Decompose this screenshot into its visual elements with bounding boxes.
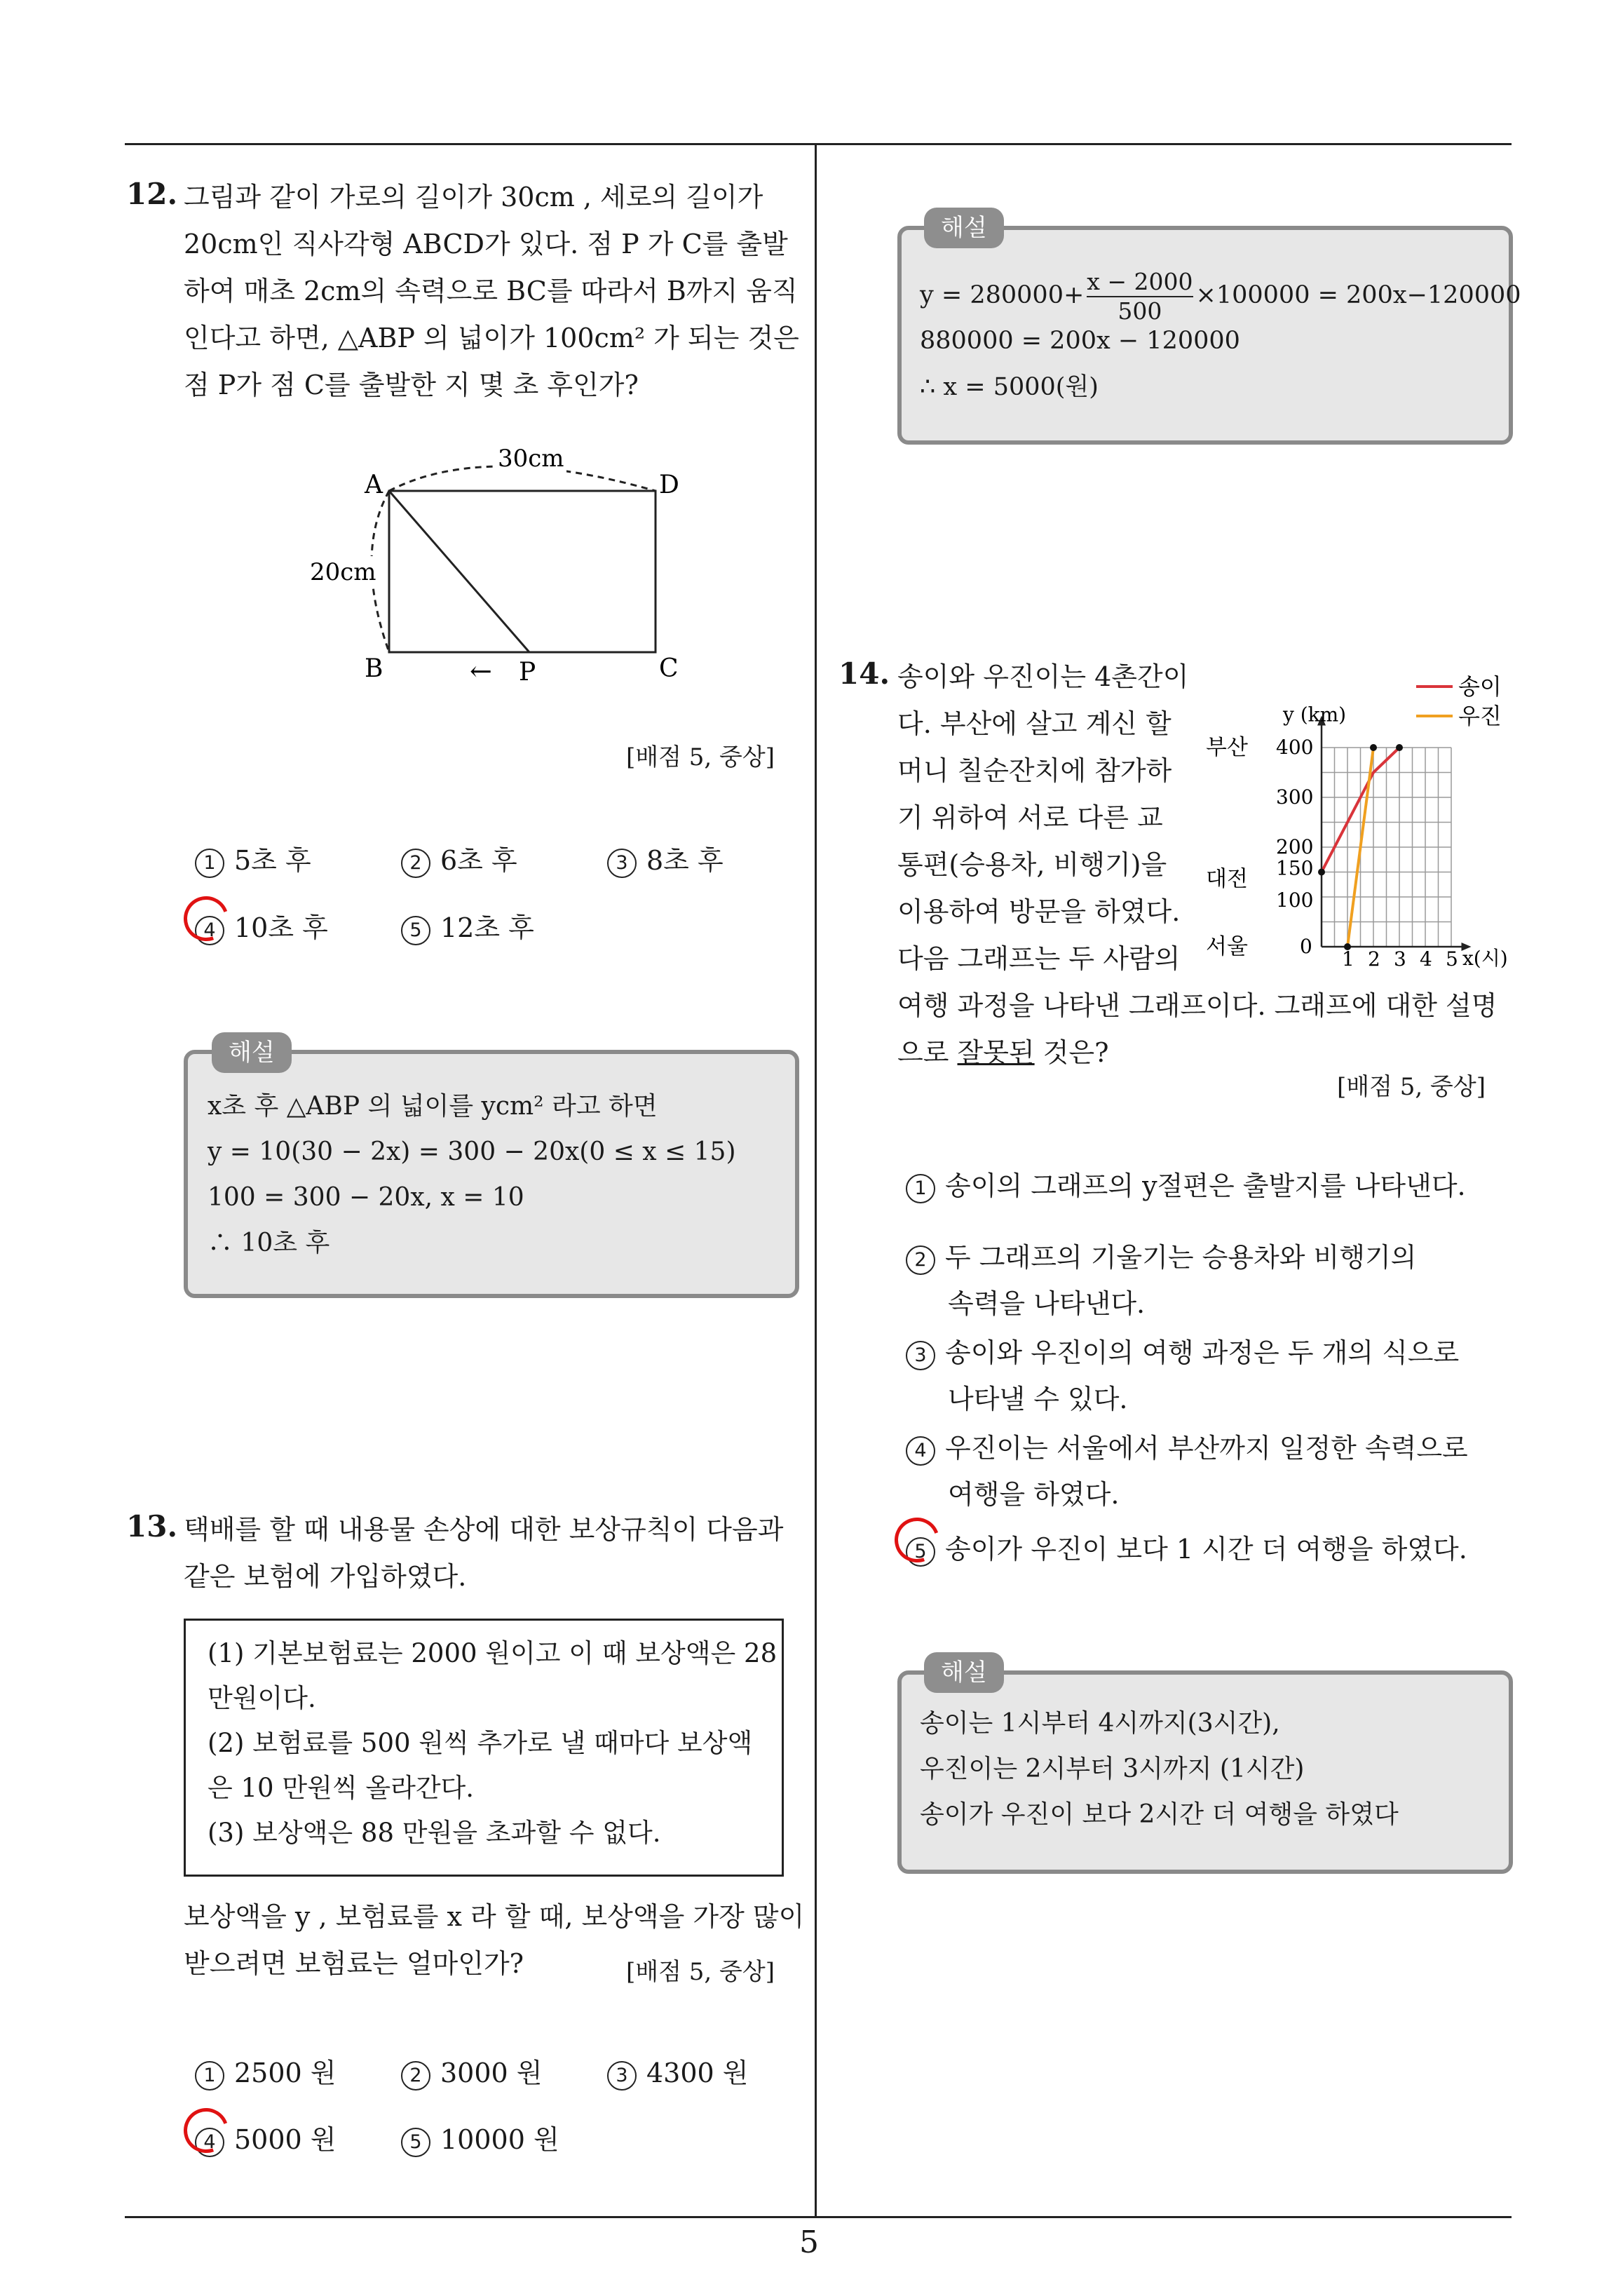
solution-tag: 해설 xyxy=(924,1652,1004,1693)
y-axis-label: y (km) xyxy=(1283,703,1347,727)
text-line: 그림과 같이 가로의 길이가 30cm , 세로의 길이가 xyxy=(184,182,763,212)
data-point xyxy=(1318,869,1325,876)
solution-line: 송이는 1시부터 4시까지(3시간), xyxy=(920,1709,1280,1738)
text-line: 송이와 우진이는 4촌간이 xyxy=(897,661,1189,692)
choice-text: 송이가 우진이 보다 1 시간 더 여행을 하였다. xyxy=(945,1534,1467,1565)
choice-text: 속력을 나타낸다. xyxy=(948,1288,1146,1319)
segment-ap xyxy=(389,491,529,652)
legend-label: 송이 xyxy=(1458,673,1502,700)
solution-line: 송이가 우진이 보다 2시간 더 여행을 하였다 xyxy=(920,1800,1399,1829)
solution-line: ∴ 10초 후 xyxy=(208,1229,330,1257)
score-label: [배점 5, 중상] xyxy=(626,743,775,771)
question-number: 14. xyxy=(838,656,890,691)
width-label: 30cm xyxy=(498,445,564,473)
city-label: 부산 xyxy=(1206,735,1248,760)
choice-3[interactable] xyxy=(607,839,724,878)
text-line: 이용하여 방문을 하였다. xyxy=(897,896,1181,927)
choice-5[interactable] xyxy=(906,1527,1467,1567)
x-tick-label: 5 xyxy=(1446,947,1458,971)
choice-text: 12초 후 xyxy=(440,912,534,943)
choice-text: 6초 후 xyxy=(440,845,517,876)
rules-text xyxy=(208,1631,777,1856)
y-tick-label: 200 xyxy=(1276,835,1314,858)
solution-line: 우진이는 2시부터 3시까지 (1시간) xyxy=(920,1755,1305,1783)
text-line: 다음 그래프는 두 사람의 xyxy=(897,943,1181,974)
choice-2[interactable] xyxy=(906,1234,1416,1327)
choice-text: 2500 원 xyxy=(234,2058,337,2088)
choice-5[interactable] xyxy=(401,906,534,945)
chart-labels xyxy=(1206,703,1508,971)
choice-4[interactable] xyxy=(906,1425,1468,1518)
data-point xyxy=(1370,744,1377,751)
choice-1[interactable] xyxy=(195,839,311,878)
travel-chart xyxy=(1206,663,1514,971)
question-number: 12. xyxy=(126,177,178,211)
formula-suffix: ×100000 = 200x−120000 xyxy=(1195,281,1521,309)
x-tick-label: 4 xyxy=(1420,947,1432,971)
column-divider xyxy=(815,143,817,2217)
choice-text: 송이의 그래프의 y절편은 출발지를 나타낸다. xyxy=(945,1170,1466,1201)
top-rule xyxy=(125,143,1512,145)
rule-line: (1) 기본보험료는 2000 원이고 이 때 보상액은 28 xyxy=(208,1638,777,1668)
text-fragment: 것은? xyxy=(1034,1037,1109,1068)
choice-3[interactable] xyxy=(607,2051,749,2091)
label-b: B xyxy=(365,654,383,683)
label-d: D xyxy=(659,471,679,499)
choice-number: 5 xyxy=(401,2128,430,2157)
text-line: 다. 부산에 살고 계신 할 xyxy=(897,708,1172,739)
choice-text: 5000 원 xyxy=(234,2124,337,2155)
choice-number: 1 xyxy=(195,849,224,878)
rectangle-figure xyxy=(294,431,701,691)
text-line: 인다고 하면, △ABP 의 넓이가 100cm² 가 되는 것은 xyxy=(184,323,799,353)
choice-text: 여행을 하였다. xyxy=(948,1479,1120,1510)
choice-text: 3000 원 xyxy=(440,2058,543,2088)
text-line: 통편(승용차, 비행기)을 xyxy=(897,849,1167,880)
chart-grid xyxy=(1322,748,1451,947)
choice-number: 1 xyxy=(195,2061,224,2091)
label-c: C xyxy=(659,654,679,683)
choice-number: 3 xyxy=(607,849,637,878)
x-tick-label: 2 xyxy=(1368,947,1380,971)
fraction-numerator: x − 2000 xyxy=(1087,267,1193,295)
solution-line: y = 10(30 − 2x) = 300 − 20x(0 ≤ x ≤ 15) xyxy=(208,1137,736,1166)
text-line: 여행 과정을 나타낸 그래프이다. 그래프에 대한 설명 xyxy=(897,990,1498,1021)
page-number: 5 xyxy=(799,2224,819,2260)
choice-1[interactable] xyxy=(195,2051,337,2091)
score-label: [배점 5, 중상] xyxy=(626,1958,775,1986)
choice-text: 5초 후 xyxy=(234,845,311,876)
y-tick-label: 300 xyxy=(1276,785,1314,809)
fraction-denominator: 500 xyxy=(1087,296,1193,325)
choice-2[interactable] xyxy=(401,839,517,878)
rule-line: (2) 보험료를 500 원씩 추가로 낼 때마다 보상액 xyxy=(208,1728,753,1758)
underlined-word: 잘못된 xyxy=(957,1037,1035,1068)
data-point xyxy=(1396,744,1403,751)
solution-line: 880000 = 200x − 120000 xyxy=(920,327,1240,355)
bottom-rule xyxy=(125,2216,1512,2218)
solution-tag: 해설 xyxy=(212,1032,292,1073)
question-text xyxy=(184,174,799,409)
choice-number: 4 xyxy=(195,916,224,945)
rule-line: 은 10 만원씩 올라간다. xyxy=(208,1773,475,1803)
question-number: 13. xyxy=(126,1509,178,1544)
choice-text: 10000 원 xyxy=(440,2124,559,2155)
x-axis-label: x(시) xyxy=(1462,947,1508,970)
solution-line xyxy=(920,264,1521,327)
text-line: 머니 칠순잔치에 참가하 xyxy=(897,755,1172,786)
y-tick-label: 0 xyxy=(1300,935,1312,958)
choice-text: 8초 후 xyxy=(646,845,724,876)
label-a: A xyxy=(365,471,383,499)
question-text xyxy=(184,1506,783,1600)
text-line: 받으려면 보험료는 얼마인가? xyxy=(184,1948,524,1979)
choice-text: 두 그래프의 기울기는 승용차와 비행기의 xyxy=(945,1242,1417,1273)
text-line: 점 P가 점 C를 출발한 지 몇 초 후인가? xyxy=(184,370,639,400)
y-tick-label: 150 xyxy=(1276,856,1314,880)
rectangle-abcd xyxy=(389,491,656,652)
chart-legend xyxy=(1416,673,1502,729)
city-label: 서울 xyxy=(1206,934,1248,959)
height-label: 20cm xyxy=(310,558,376,586)
solution-line: x초 후 △ABP 의 넓이를 ycm² 라고 하면 xyxy=(208,1092,658,1121)
score-label: [배점 5, 중상] xyxy=(1337,1073,1486,1101)
city-label: 대전 xyxy=(1206,866,1248,892)
label-p: P xyxy=(519,658,536,687)
text-line: 택배를 할 때 내용물 손상에 대한 보상규칙이 다음과 xyxy=(184,1514,784,1545)
text-fragment: 으로 xyxy=(897,1037,958,1068)
choice-number: 2 xyxy=(401,849,430,878)
text-line: 보상액을 y , 보험료를 x 라 할 때, 보상액을 가장 많이 xyxy=(184,1901,805,1932)
solution-tag: 해설 xyxy=(924,208,1004,248)
choice-number: 2 xyxy=(906,1245,935,1275)
text-line: 20cm인 직사각형 ABCD가 있다. 점 P 가 C를 출발 xyxy=(184,229,788,259)
x-tick-label: 3 xyxy=(1394,947,1406,971)
y-tick-label: 100 xyxy=(1276,889,1314,912)
text-line: 하여 매초 2cm의 속력으로 BC를 따라서 B까지 움직 xyxy=(184,276,798,306)
solution-line: ∴ x = 5000(원) xyxy=(920,373,1099,401)
x-tick-label: 1 xyxy=(1342,947,1354,971)
choice-text: 송이와 우진이의 여행 과정은 두 개의 식으로 xyxy=(945,1337,1460,1368)
rule-line: (3) 보상액은 88 만원을 초과할 수 없다. xyxy=(208,1818,661,1848)
choice-text: 4300 원 xyxy=(646,2058,749,2088)
text-line: 기 위하여 서로 다른 교 xyxy=(897,802,1163,833)
fraction xyxy=(1087,268,1193,325)
choice-text: 나타낼 수 있다. xyxy=(948,1384,1128,1414)
arrow-left-icon: ← xyxy=(470,656,492,687)
choice-number: 3 xyxy=(906,1341,935,1370)
choice-5[interactable] xyxy=(401,2118,559,2157)
choice-2[interactable] xyxy=(401,2051,543,2091)
solution-line: 100 = 300 − 20x, x = 10 xyxy=(208,1183,524,1212)
y-tick-label: 400 xyxy=(1276,736,1314,759)
choice-number: 4 xyxy=(906,1436,935,1466)
choice-text: 10초 후 xyxy=(234,912,328,943)
choice-number: 5 xyxy=(906,1537,935,1567)
rule-line: 만원이다. xyxy=(208,1683,316,1713)
legend-label: 우진 xyxy=(1458,703,1502,729)
choice-number: 5 xyxy=(401,916,430,945)
choice-text: 우진이는 서울에서 부산까지 일정한 속력으로 xyxy=(945,1433,1468,1464)
choice-number: 2 xyxy=(401,2061,430,2091)
choice-1[interactable] xyxy=(906,1164,1466,1203)
choice-number: 1 xyxy=(906,1174,935,1203)
choice-3[interactable] xyxy=(906,1330,1459,1422)
formula-prefix: y = 280000+ xyxy=(920,281,1085,309)
choice-number: 3 xyxy=(607,2061,637,2091)
text-line: 같은 보험에 가입하였다. xyxy=(184,1561,467,1592)
choice-number: 4 xyxy=(195,2128,224,2157)
